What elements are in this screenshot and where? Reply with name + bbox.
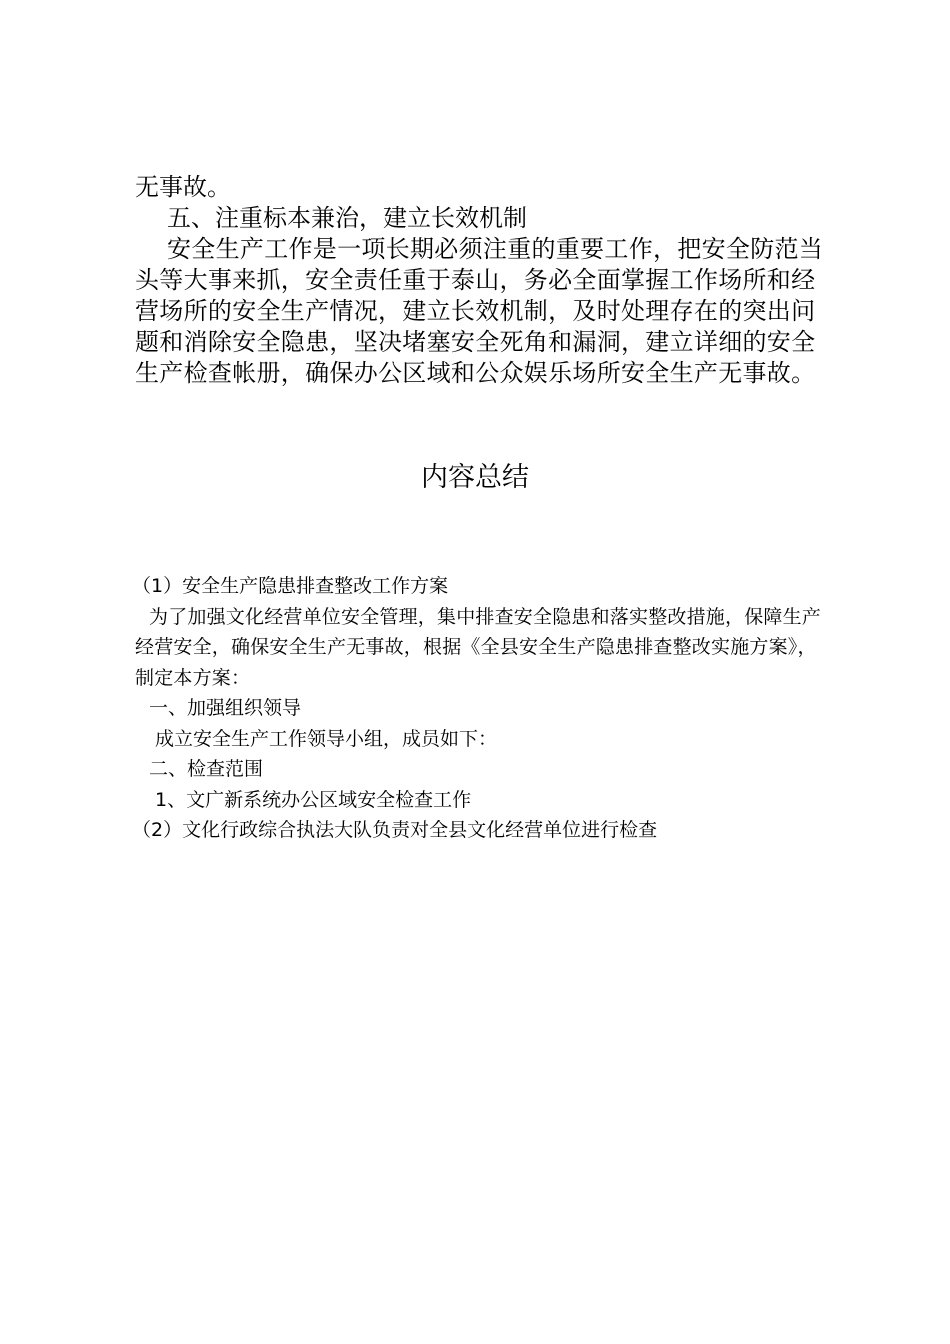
list-item: （1）安全生产隐患排查整改工作方案 [132, 575, 449, 597]
text-line: 无事故。 [135, 173, 231, 201]
upper-text-block [135, 172, 835, 389]
list-item: 1、文广新系统办公区域安全检查工作 [155, 788, 472, 811]
list-item: （2）文化行政综合执法大队负责对全县文化经营单位进行检查 [132, 819, 658, 841]
section-text: 成立安全生产工作领导小组，成员如下： [155, 727, 498, 750]
section-heading: 二、检查范围 [149, 758, 264, 780]
summary-text-block [132, 571, 835, 846]
body-paragraph: 安全生产工作是一项长期必须注重的重要工作，把安全防范当头等大事来抓，安全责任重于泰山，务必全面掌握工作场所和经营场所的安全生产情况，建立长效机制，及时处理存在的突出问题和消除安全隐患，坚决堵塞安全死角和漏洞，建立详细的安全生产检查帐册，确保办公区域和公众娱乐场所安全生产无事故。 [135, 235, 824, 387]
summary-title: 内容总结 [421, 462, 529, 493]
section-heading: 一、加强组织领导 [149, 697, 302, 719]
body-paragraph: 为了加强文化经营单位安全管理，集中排查安全隐患和落实整改措施，保障生产经营安全，确保安全生产无事故，根据《全县安全生产隐患排查整改实施方案》，制定本方案： [135, 605, 822, 689]
section-heading: 五、注重标本兼治，建立长效机制 [167, 204, 527, 232]
